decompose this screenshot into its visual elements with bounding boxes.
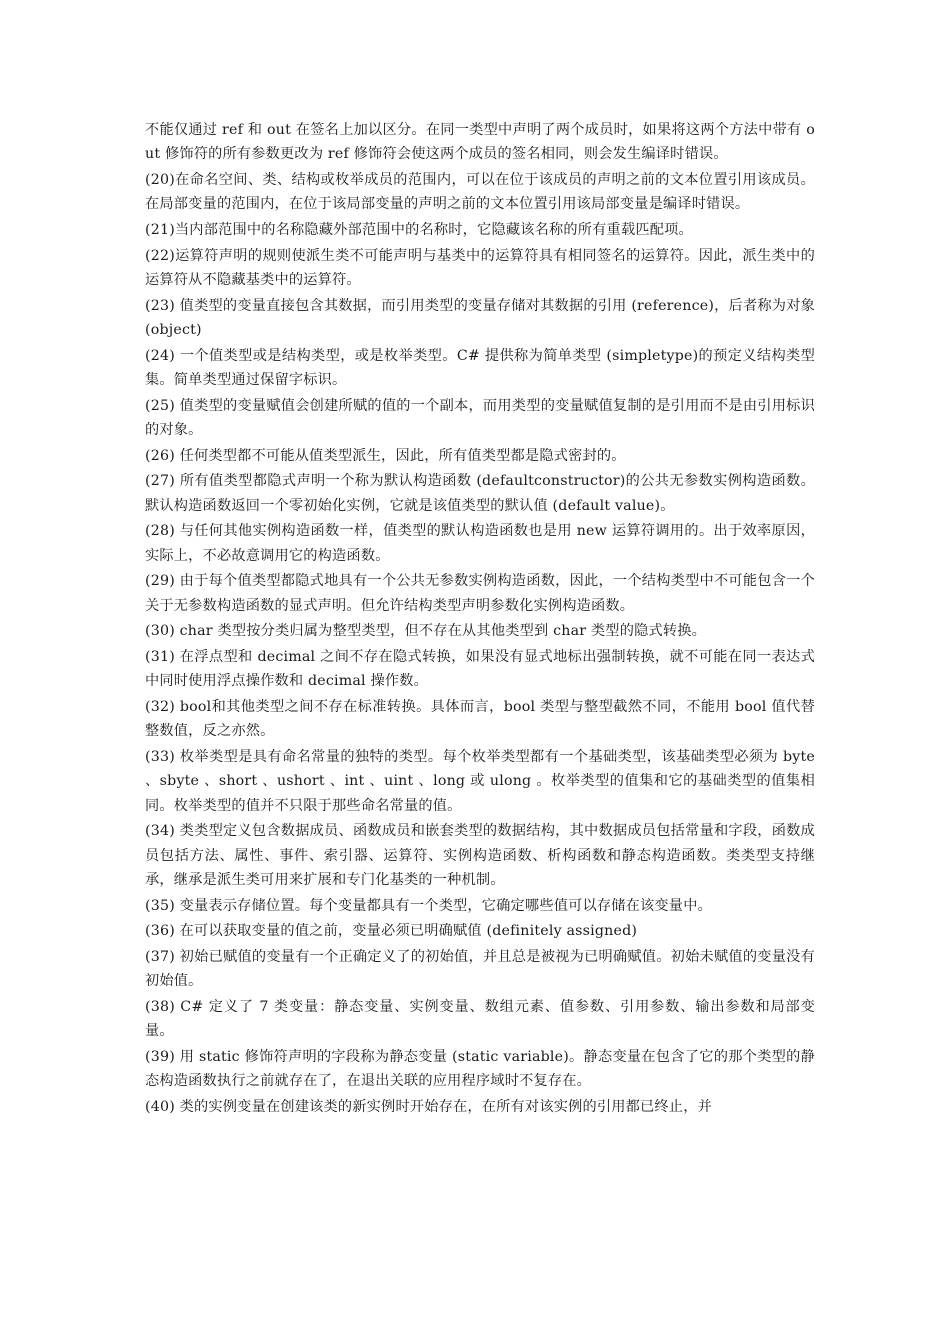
paragraph: (23) 值类型的变量直接包含其数据，而引用类型的变量存储对其数据的引用 (reference)，后者称为对象 (object) bbox=[145, 297, 815, 338]
paragraph: 不能仅通过 ref 和 out 在签名上加以区分。在同一类型中声明了两个成员时，如果将这两个方法中带有 out 修饰符的所有参数更改为 ref 修饰符会使这两个成员的签名相同，则会发生编译时错误。 bbox=[145, 122, 815, 163]
paragraph: (29) 由于每个值类型都隐式地具有一个公共无参数实例构造函数，因此，一个结构类型中不可能包含一个关于无参数构造函数的显式声明。但允许结构类型声明参数化实例构造函数。 bbox=[145, 573, 815, 614]
paragraph: (25) 值类型的变量赋值会创建所赋的值的一个副本，而用类型的变量赋值复制的是引用而不是由引用标识的对象。 bbox=[145, 397, 815, 438]
document-page bbox=[145, 118, 815, 1120]
paragraph: (39) 用 static 修饰符声明的字段称为静态变量 (static variable)。静态变量在包含了它的那个类型的静态构造函数执行之前就存在了，在退出关联的应用程序域时不复存在。 bbox=[145, 1048, 815, 1090]
paragraph: (32) bool和其他类型之间不存在标准转换。具体而言，bool 类型与整型截然不同，不能用 bool 值代替整数值，反之亦然。 bbox=[145, 698, 815, 740]
paragraph: (37) 初始已赋值的变量有一个正确定义了的初始值，并且总是被视为已明确赋值。初始未赋值的变量没有初始值。 bbox=[145, 948, 815, 990]
paragraph: (36) 在可以获取变量的值之前，变量必须已明确赋值 (definitely assigned) bbox=[145, 923, 638, 940]
paragraph: (24) 一个值类型或是结构类型，或是枚举类型。C# 提供称为简单类型 (simpletype)的预定义结构类型集。简单类型通过保留字标识。 bbox=[145, 347, 815, 388]
paragraph: (35) 变量表示存储位置。每个变量都具有一个类型，它确定哪些值可以存储在该变量中。 bbox=[145, 897, 712, 914]
paragraph: (31) 在浮点型和 decimal 之间不存在隐式转换，如果没有显式地标出强制转换，就不可能在同一表达式中同时使用浮点操作数和 decimal 操作数。 bbox=[145, 648, 815, 690]
paragraph: (21)当内部范围中的名称隐藏外部范围中的名称时，它隐藏该名称的所有重载匹配项。 bbox=[145, 222, 693, 238]
paragraph: (27) 所有值类型都隐式声明一个称为默认构造函数 (defaultconstructor)的公共无参数实例构造函数。默认构造函数返回一个零初始化实例，它就是该值类型的默认值 (default value)。 bbox=[145, 473, 815, 514]
paragraph: (26) 任何类型都不可能从值类型派生，因此，所有值类型都是隐式密封的。 bbox=[145, 447, 626, 464]
paragraph: (34) 类类型定义包含数据成员、函数成员和嵌套类型的数据结构，其中数据成员包括常量和字段，函数成员包括方法、属性、事件、索引器、运算符、实例构造函数、析构函数和静态构造函数。类类型支持继承，继承是派生类可用来扩展和专门化基类的一种机制。 bbox=[145, 823, 815, 888]
paragraph: (38) C# 定义了 7 类变量：静态变量、实例变量、数组元素、值参数、引用参数、输出参数和局部变量。 bbox=[145, 998, 815, 1040]
paragraph: (33) 枚举类型是具有命名常量的独特的类型。每个枚举类型都有一个基础类型，该基础类型必须为 byte 、sbyte 、short 、ushort 、int 、uint 、long 或 ulong 。枚举类型的值集和它的基础类型的值集相同。枚举类型的值并不只限于那些命名常量的值。 bbox=[145, 748, 815, 814]
paragraph: (40) 类的实例变量在创建该类的新实例时开始存在，在所有对该实例的引用都已终止，并 bbox=[145, 1098, 712, 1115]
paragraph: (30) char 类型按分类归属为整型类型，但不存在从其他类型到 char 类型的隐式转换。 bbox=[145, 623, 707, 640]
paragraph: (22)运算符声明的规则使派生类不可能声明与基类中的运算符具有相同签名的运算符。因此，派生类中的运算符从不隐藏基类中的运算符。 bbox=[145, 247, 815, 288]
paragraph: (28) 与任何其他实例构造函数一样，值类型的默认构造函数也是用 new 运算符调用的。出于效率原因，实际上，不必故意调用它的构造函数。 bbox=[145, 523, 815, 564]
paragraph: (20)在命名空间、类、结构或枚举成员的范围内，可以在位于该成员的声明之前的文本位置引用该成员。在局部变量的范围内，在位于该局部变量的声明之前的文本位置引用该局部变量是编译时错误。 bbox=[145, 172, 815, 213]
